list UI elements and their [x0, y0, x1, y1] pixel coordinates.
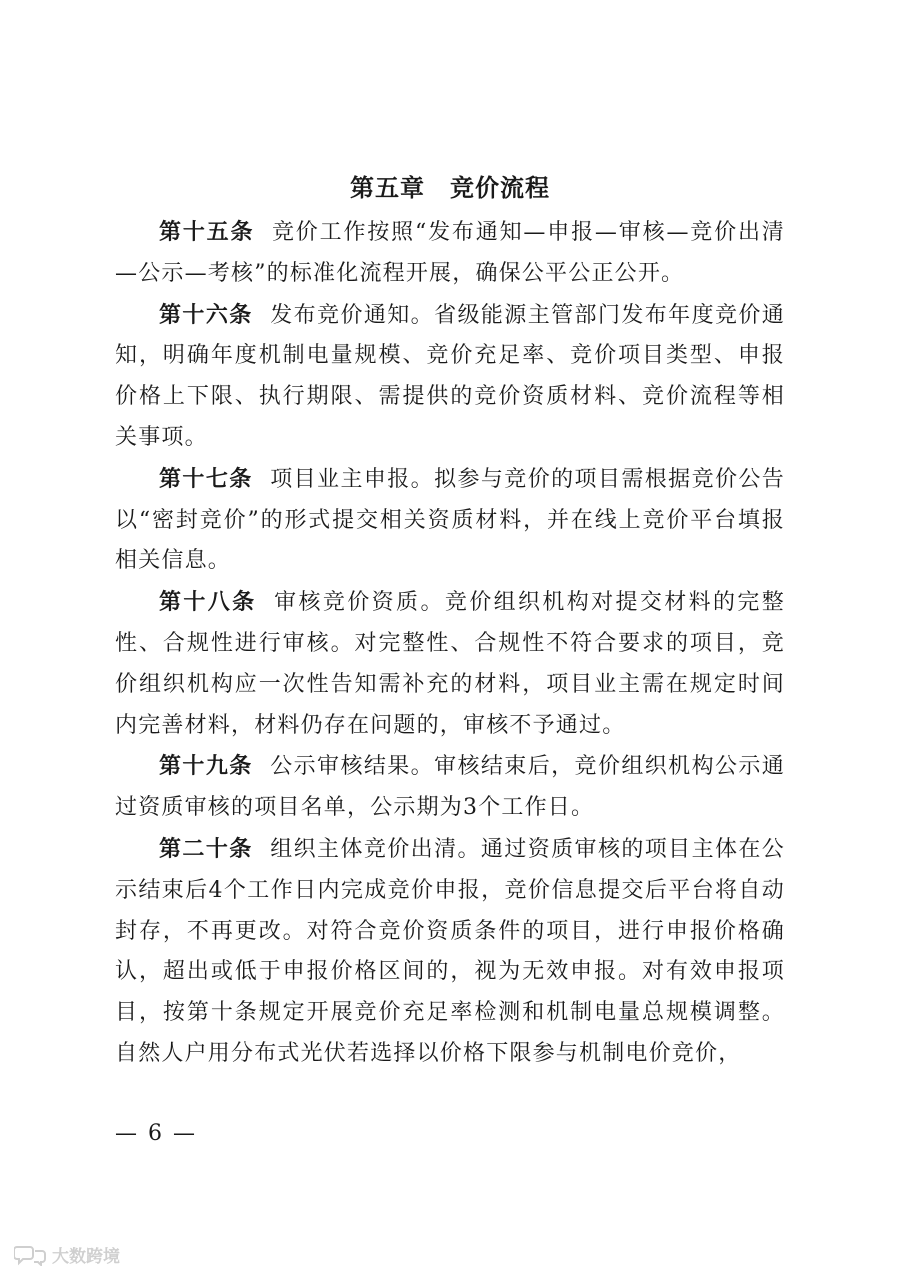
article-15	[115, 212, 785, 295]
watermark-text: 大数跨境	[52, 1247, 120, 1267]
article-list	[115, 212, 785, 1075]
page-number: — 6 —	[115, 1121, 197, 1146]
article-19	[115, 746, 785, 829]
article-label: 第十六条	[159, 301, 253, 328]
chat-bubble-icon	[14, 1244, 48, 1266]
article-label: 第十七条	[159, 465, 253, 492]
article-text: 组织主体竞价出清。通过资质审核的项目主体在公示结束后4个工作日内完成竞价申报，竞价信息提交后平台将自动封存，不再更改。对符合竞价资质条件的项目，进行申报价格确认，超出或低于申报价格区间的，视为无效申报。对有效申报项目，按第十条规定开展竞价充足率检测和机制电量总规模调整。自然人户用分布式光伏若选择以价格下限参与机制电价竞价，	[115, 836, 785, 1066]
article-label: 第十九条	[159, 753, 253, 780]
article-text: 发布竞价通知。省级能源主管部门发布年度竞价通知，明确年度机制电量规模、竞价充足率、竞价项目类型、申报价格上下限、执行期限、需提供的竞价资质材料、竞价流程等相关事项。	[115, 302, 785, 450]
chapter-title: 第五章 竞价流程	[350, 173, 550, 202]
article-16	[115, 295, 785, 459]
watermark	[14, 1242, 120, 1267]
article-text: 项目业主申报。拟参与竞价的项目需根据竞价公告以“密封竞价”的形式提交相关资质材料，并在线上竞价平台填报相关信息。	[115, 466, 785, 574]
article-text: 竞价工作按照“发布通知—申报—审核—竞价出清—公示—考核”的标准化流程开展，确保公平公正公开。	[115, 220, 785, 286]
article-label: 第二十条	[159, 835, 253, 862]
article-17	[115, 459, 785, 582]
article-text: 审核竞价资质。竞价组织机构对提交材料的完整性、合规性进行审核。对完整性、合规性不符合要求的项目，竞价组织机构应一次性告知需补充的材料，项目业主需在规定时间内完善材料，材料仍存在问题的，审核不予通过。	[115, 590, 786, 738]
article-18	[115, 582, 785, 746]
article-text: 公示审核结果。审核结束后，竞价组织机构公示通过资质审核的项目名单，公示期为3个工作日。	[115, 754, 785, 821]
article-label: 第十八条	[159, 589, 257, 616]
article-label: 第十五条	[159, 219, 255, 245]
article-20	[115, 829, 785, 1075]
